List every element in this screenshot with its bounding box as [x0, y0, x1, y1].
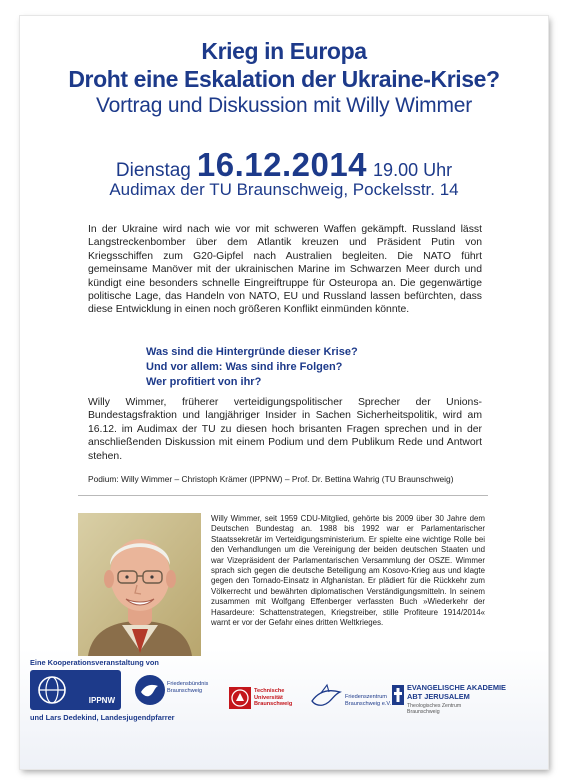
tu-lion-icon — [229, 687, 251, 709]
tu-logo — [229, 687, 251, 709]
main-paragraph: Willy Wimmer, früherer verteidigungspolitischer Sprecher der Unions-Bundestagsfraktion und langjähriger Insider in Sachen Sicherheitspolitik, wird am 16.12. im Audimax der TU zu diesen hoch brisanten Fragen sprechen und in der anschließenden Diskussion mit einem Podium und dem Publikum Rede und Antwort stehen. — [88, 397, 482, 462]
akademie-emblem-icon — [390, 683, 406, 707]
event-time: 19.00 Uhr — [373, 160, 453, 180]
event-venue: Audimax der TU Braunschweig, Pockelsstr. 14 — [109, 180, 459, 199]
friedenszentrum-dove-icon — [309, 683, 343, 711]
event-weekday: Dienstag — [115, 160, 191, 181]
event-date: 16.12.2014 — [196, 146, 368, 183]
intro-paragraph: In der Ukraine wird nach wie vor mit schweren Waffen gekämpft. Russland lässt Langstreckenbomber über dem Atlantik kreuzen und Präsident Putin von Kriegsschiffen zum G20-Gipfel nach Australien begleiten. Die NATO führt gemeinsame Manöver mit der ukrainischen Marine im Schwarzen Meer durch und kündigt eine besonders schnelle Eingreiftruppe für Osteuropa an. Die gegenwärtige politische Lage, das Handeln von NATO, EU und Russland lassen befürchten, dass diese Entwicklung in einen noch größeren Konflikt einmünden könnte. — [88, 224, 482, 316]
event-date-line — [20, 146, 548, 184]
akademie-subtitle: Theologisches Zentrum Braunschweig — [407, 703, 462, 716]
cooperation-label: Eine Kooperationsveranstaltung von — [30, 658, 159, 667]
cooperation-extra: und Lars Dedekind, Landesjugendpfarrer — [30, 713, 175, 722]
key-questions — [146, 345, 466, 390]
akademie-title: EVANGELISCHE AKADEMIE ABT JERUSALEM — [407, 683, 506, 701]
divider — [78, 495, 488, 496]
subtitle: Vortrag und Diskussion mit Willy Wimmer — [95, 94, 473, 117]
dove-icon — [134, 672, 166, 708]
poster-sheet — [20, 16, 548, 769]
question-2: Und vor allem: Was sind ihre Folgen? — [146, 361, 343, 373]
friedenszentrum-label: Friedenszentrum Braunschweig e.V. — [345, 694, 392, 707]
podium-line: Podium: Willy Wimmer – Christoph Krämer (IPPNW) – Prof. Dr. Bettina Wahrig (TU Braunschweig) — [88, 474, 454, 484]
ippnw-label: IPPNW — [88, 696, 115, 705]
friedensbuendnis-label: Friedensbündnis Braunschweig — [167, 681, 209, 694]
ippnw-logo — [30, 670, 121, 710]
speaker-photo — [78, 513, 201, 656]
speaker-bio: Willy Wimmer, seit 1959 CDU-Mitglied, gehörte bis 2009 über 30 Jahre dem Deutschen Bundestag an. 1988 bis 1992 war er Parlamentarischer Staatssekretär im Verteidigungsministerium. Er spielte eine wichtige Rolle bei den Verhandlungen um die Vereinigung der beiden deutschen Staaten und war Vizepräsident der Parlamentarischen Versammlung der OSZE. Wimmer sprach sich gegen die deutsche Beteiligung am Kosovo-Krieg aus und klagte gegen den Tornado-Einsatz in Afghanistan. Er plädiert für die Rückkehr zum Völkerrecht und bewährten diplomatischen Verständigungsmitteln. In seinem zusammen mit Wolfgang Effenberger verfassten Buch »Wiederkehr der Hasardeure: Schattenstrategen, Kriegstreiber, stille Profiteure 1914/2014« warnt er vor der Gefahr eines dritten Weltkrieges. — [211, 514, 485, 628]
title-line-2: Droht eine Eskalation der Ukraine-Krise? — [68, 66, 500, 92]
title-line-1: Krieg in Europa — [201, 38, 367, 64]
tu-label: Technische Universität Braunschweig — [254, 688, 293, 708]
globe-icon — [34, 672, 74, 708]
question-1: Was sind die Hintergründe dieser Krise? — [146, 346, 358, 358]
question-3: Wer profitiert von ihr? — [146, 376, 262, 388]
